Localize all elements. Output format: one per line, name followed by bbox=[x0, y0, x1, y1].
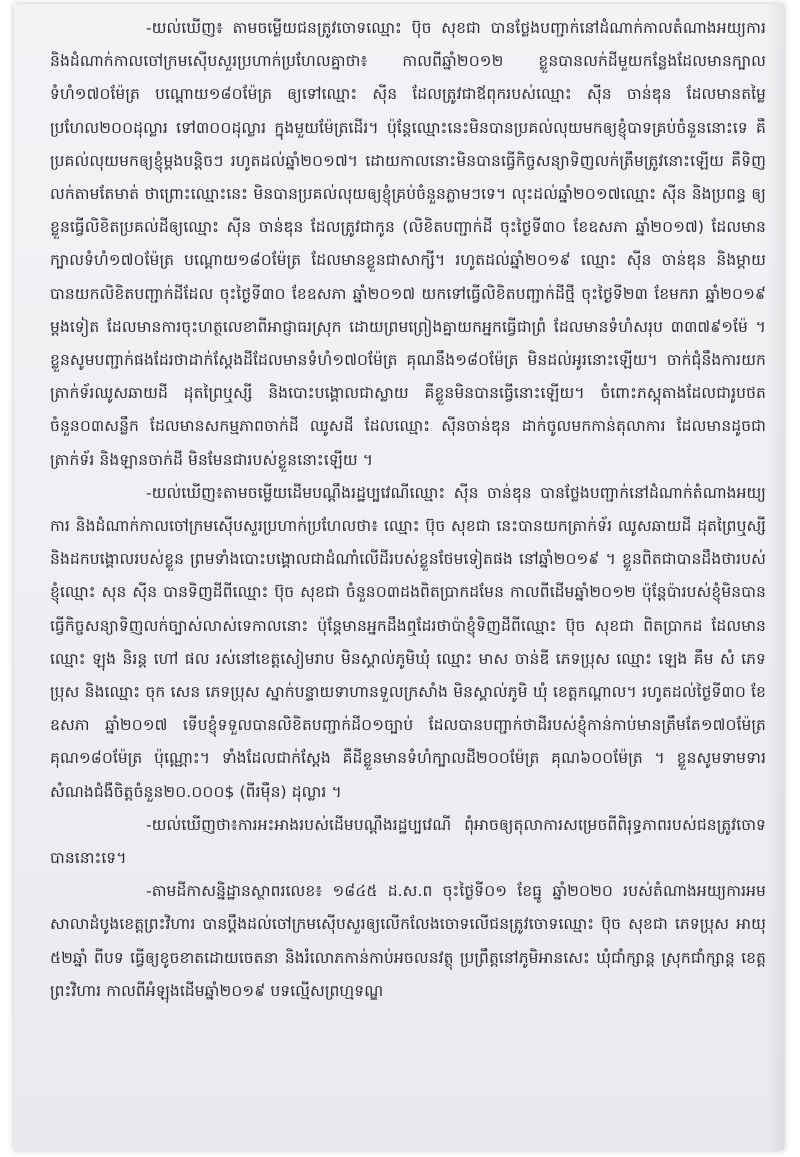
paragraph-court-opinion: -យល់ឃើញថា៖ការអះអាងរបស់ដើមបណ្តឹងរដ្ឋប្បវេណី ពុំអាចឲ្យតុលាការសម្រេចពីពិរុទ្ធភាពរបស់ជនត្រូវចោទបាននោះទេ។ bbox=[50, 815, 766, 868]
paragraph-prosecutor-conclusion: -តាមដីកាសន្និដ្ឋានស្ថាពរលេខ៖ ១៨៤៥ ដ.ស.ព ចុះថ្ងៃទី០១ ខែធ្នូ ឆ្នាំ២០២០ របស់តំណាងអយ្យការអមសាលាដំបូងខេត្តព្រះវិហារ បានប្តឹងដល់ចៅក្រមស៊ើបសួរឲ្យលើកលែងចោទលើជនត្រូវចោទឈ្មោះ ប៊ុច សុខជា ភេទប្រុស អាយុ ៥២ឆ្នាំ ពីបទ ធ្វើឲ្យខូចខាតដោយចេតនា និងរំលោភកាន់កាប់អចលនវត្ថុ ប្រព្រឹត្តនៅភូមិអានសេះ ឃុំជាំក្សាន្ត ស្រុកជាំក្សាន្ត ខេត្តព្រះវិហារ កាលពីអំឡុងដើមឆ្នាំ២០១៩ បទល្មើសព្រហ្មទណ្ឌ bbox=[50, 882, 766, 1000]
document-page bbox=[14, 4, 784, 1150]
paragraph-defendant-statement: -យល់ឃើញ៖ តាមចម្លើយជនត្រូវចោទឈ្មោះ ប៊ុច សុខជា បានថ្លែងបញ្ជាក់នៅដំណាក់កាលតំណាងអយ្យការ និងដំណាក់កាលចៅក្រមស៊ើបសួរប្រហាក់ប្រហែលគ្នាថា៖ កាលពីឆ្នាំ២០១២ ខ្លួនបានលក់ដីមួយកន្លែងដែលមានក្បាល ទំហំ១៧០ម៉ែត្រ បណ្តោយ១៨០ម៉ែត្រ ឲ្យទៅឈ្មោះ ស៊ីន ដែលត្រូវជាឪពុករបស់ឈ្មោះ ស៊ីន ចាន់ឌុន ដែលមានតម្លៃប្រហែល២០០ដុល្លារ ទៅ៣០០ដុល្លារ ក្នុងមួយម៉ែត្រដើរ។ ប៉ុន្តែឈ្មោះនេះមិនបានប្រគល់លុយមកឲ្យខ្ញុំបាទគ្រប់ចំនួននោះទេ គឺប្រគល់លុយមកឲ្យខ្ញុំម្តងបន្តិចៗ រហូតដល់ឆ្នាំ២០១៧។ ដោយកាលនោះមិនបានធ្វើកិច្ចសន្យាទិញលក់ត្រឹមត្រូវនោះឡើយ គឺទិញលក់តាមតែមាត់ ថាព្រោះឈ្មោះនេះ មិនបានប្រគល់លុយឲ្យខ្ញុំគ្រប់ចំនួនភ្លាមៗទេ។ លុះដល់ឆ្នាំ២០១៧ឈ្មោះ ស៊ីន និងប្រពន្ធ ឲ្យខ្លួនធ្វើលិខិតប្រគល់ដីឲ្យឈ្មោះ ស៊ីន ចាន់ឌុន ដែលត្រូវជាកូន (លិខិតបញ្ជាក់ដី ចុះថ្ងៃទី៣០ ខែឧសភា ឆ្នាំ២០១៧) ដែលមាន ក្បាលទំហំ១៧០ម៉ែត្រ បណ្តោយ១៨០ម៉ែត្រ ដែលមានខ្លួនជាសាក្សី។ រហូតដល់ឆ្នាំ២០១៩ ឈ្មោះ ស៊ីន ចាន់ឌុន និងម្តាយបានយកលិខិតបញ្ជាក់ដីដែល ចុះថ្ងៃទី៣០ ខែឧសភា ឆ្នាំ២០១៧ យកទៅធ្វើលិខិតបញ្ជាក់ដីថ្មី ចុះថ្ងៃទី២៣ ខែមករា ឆ្នាំ២០១៩ ម្តងទៀត ដែលមានការចុះហត្ថលេខាពីអាជ្ញាធរស្រុក ដោយព្រមព្រៀងគ្នាយកអ្នកធ្វើជាព្រំ ដែលមានទំហំសរុប ៣៣៧៩១ម៉ែ ។ ខ្លួនសូមបញ្ជាក់ផងដែរថាដាក់ស្តែងដីដែលមានទំហំ១៧០ម៉ែត្រ គុណនឹង១៨០ម៉ែត្រ មិនដល់អូរនោះឡើយ។ ចាក់ជុំនឹងការយកត្រាក់ទ័រឈូសឆាយដី ដុតព្រៃឬស្សី និងបោះបង្គោលជាស្លាយ គឺខ្លួនមិនបានធ្វើនោះឡើយ។ ចំពោះភស្តុតាងដែលជារូបថតចំនួន០៣សន្លឹក ដែលមានសកម្មភាពចាក់ដី ឈូសដី ដែលឈ្មោះ ស៊ីនចាន់ឌុន ដាក់ចូលមកកាន់តុលាការ ដែលមានដូចជាត្រាក់ទ័រ និងឡានចាក់ដី មិនមែនជារបស់ខ្លួននោះឡើយ ។ bbox=[50, 19, 766, 469]
paragraph-plaintiff-statement: -យល់ឃើញ៖តាមចម្លើយដើមបណ្តឹងរដ្ឋប្បវេណីឈ្មោះ ស៊ីន ចាន់ឌុន បានថ្លែងបញ្ជាក់នៅដំណាក់តំណាងអយ្យការ និងដំណាក់កាលចៅក្រមស៊ើបសួរប្រហាក់ប្រហែលថា៖ ឈ្មោះ ប៊ុច សុខជា នេះបានយកត្រាក់ទ័រ ឈូសឆាយដី ដុតព្រៃឬស្សី និងដកបង្គោលរបស់ខ្លួន ព្រមទាំងបោះបង្គោលជាដំណាំលើដីរបស់ខ្លួនថែមទៀតផង នៅឆ្នាំ២០១៩ ។ ខ្លួនពិតជាបានដឹងថារបស់ខ្ញុំឈ្មោះ សុន ស៊ីន បានទិញដីពីឈ្មោះ ប៊ុច សុខជា ចំនួន០៣ដងពិតប្រាកដមែន កាលពីដើមឆ្នាំ២០១២ ប៉ុន្តែប៉ារបស់ខ្ញុំមិនបានធ្វើកិច្ចសន្យាទិញលក់ច្បាស់លាស់ទេកាលនោះ ប៉ុន្តែមានអ្នកដឹងឮដែរថាប៉ាខ្ញុំទិញដីពីឈ្មោះ ប៊ុច សុខជា ពិតប្រាកដ ដែលមានឈ្មោះ ឡុង និរន្ត ហៅ ផល រស់នៅខេត្តសៀមរាប មិនស្គាល់ភូមិឃុំ ឈ្មោះ មាស ចាន់ឌី ភេទប្រុស ឈ្មោះ ឡេង គឹម សំ ភេទប្រុស និងឈ្មោះ ចុក សេន ភេទប្រុស ស្នាក់បន្ទាយទាហានទួលក្រសាំង មិនស្គាល់ភូមិ ឃុំ ខេត្តកណ្តាល។ រហូតដល់ថ្ងៃទី៣០ ខែឧសភា ឆ្នាំ២០១៧ ទើបខ្ញុំទទួលបានលិខិតបញ្ជាក់ដី០១ច្បាប់ ដែលបានបញ្ជាក់ថាដីរបស់ខ្ញុំកាន់កាប់មានត្រឹមតែ១៧០ម៉ែត្រ គុណ១៨០ម៉ែត្រ ប៉ុណ្ណោះ។ ទាំងដែលជាក់ស្តែង គឺដីខ្លួនមានទំហំក្បាលដី២០០ម៉ែត្រ គុណ៦០០ម៉ែត្រ ។ ខ្លួនសូមទាមទារសំណងជំងឺចិត្តចំនួន២០.០០០$ (ពីរម៉ឺន) ដុល្លារ ។ bbox=[50, 483, 766, 801]
document-body bbox=[50, 12, 766, 1008]
